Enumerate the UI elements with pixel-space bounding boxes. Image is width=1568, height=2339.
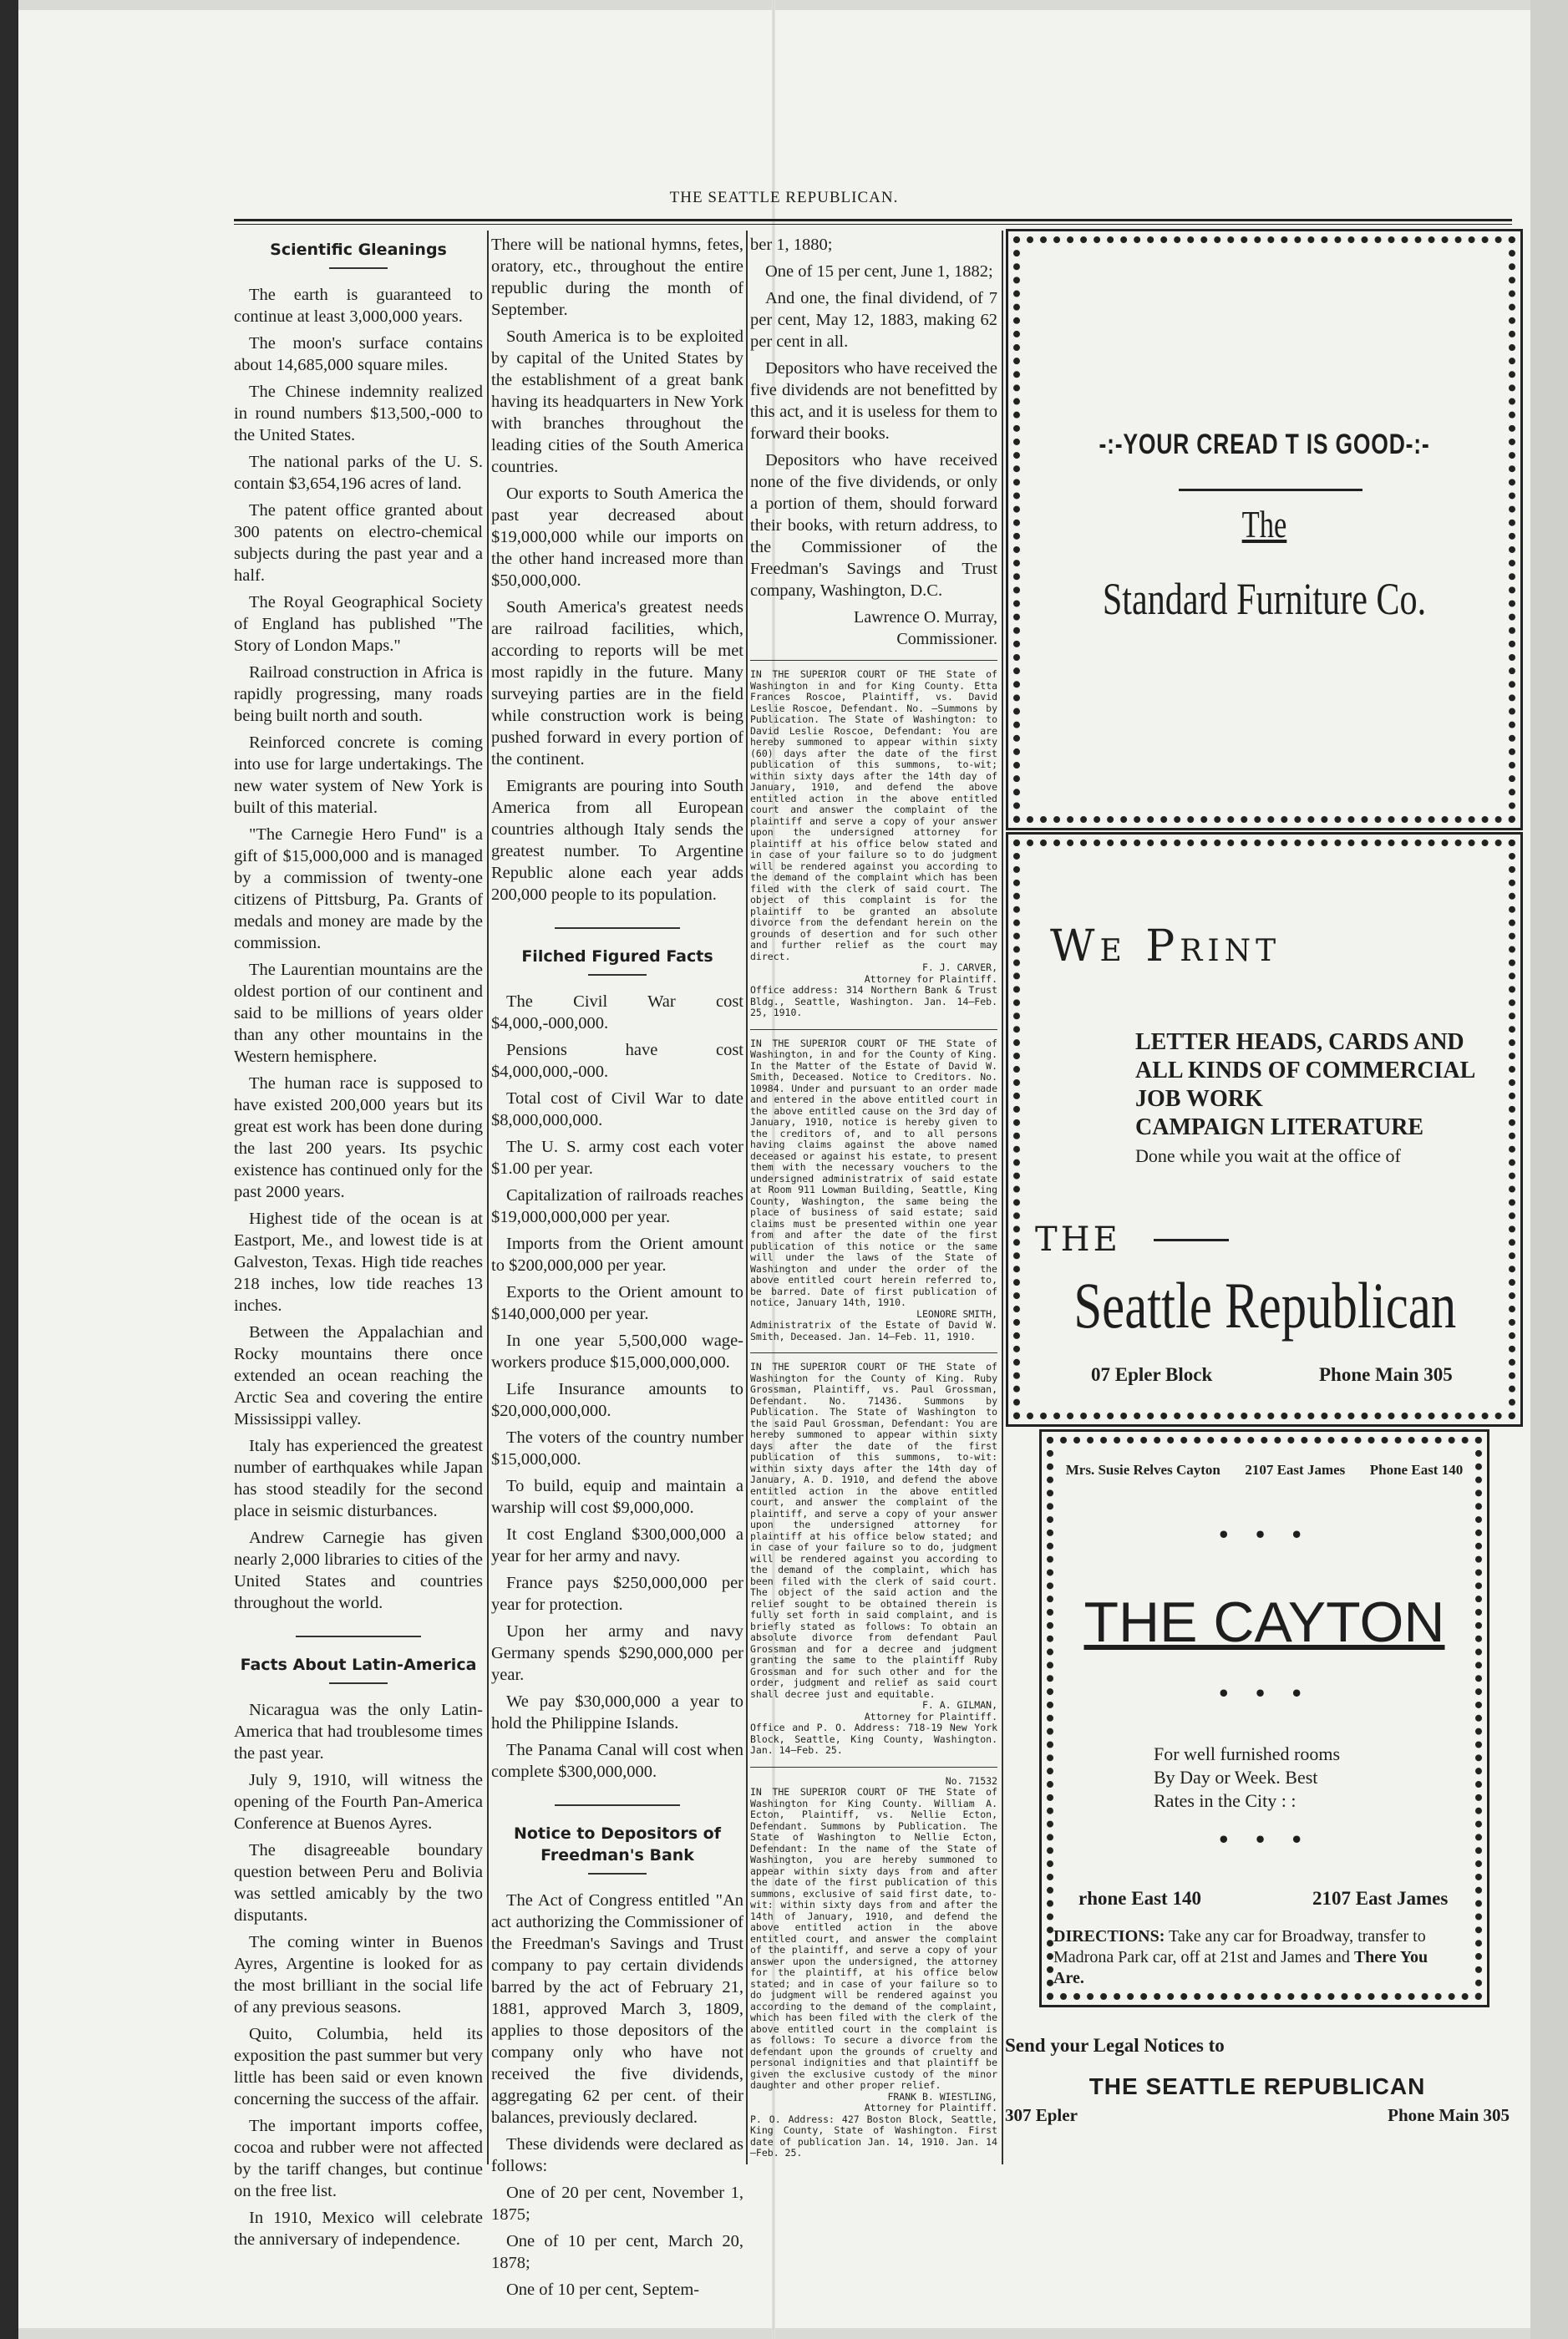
dot-ornament: • • • — [1217, 1523, 1312, 1547]
ad-phone: rhone East 140 — [1078, 1888, 1201, 1909]
paragraph: The voters of the country number $15,000,000. — [491, 1428, 743, 1469]
legal-signature: LEONORE SMITH, — [916, 1307, 997, 1320]
ad-the: THE — [1035, 1220, 1121, 1259]
ad-address: 2107 East James — [1312, 1888, 1449, 1909]
legal-signature-role: Attorney for Plaintiff. — [864, 1710, 997, 1723]
ad-newspaper-name: Seattle Republican — [1073, 1269, 1457, 1342]
service-line: JOB WORK — [1135, 1086, 1263, 1112]
headline-rule — [329, 1682, 388, 1684]
section-rule — [555, 927, 680, 929]
paragraph: Upon her army and navy Germany spends $290,000,000 per year. — [491, 1622, 743, 1684]
paragraph: The Chinese indemnity realized in round numbers $13,500,-000 to the United States. — [234, 383, 483, 444]
legal-body: IN THE SUPERIOR COURT OF THE State of Washington in and for King County. Etta Frances Roscoe, Plaintiff, vs. David Leslie Roscoe, Defendant. No. —Summons by Publication. The State of Washington: to David Leslie Roscoe, Defendant: You are hereby summoned to appear within sixty (60) days after the date of the first publication of this summons, to-wit; within sixty days after the 14th day of January, 1910, and defend the above entitled action in the above entitled court and answer the complaint of the plaintiff and serve a copy of your answer upon the undersigned attorney for plaintiff at his office below stated and in case of your failure so to do judgment will be rendered against you according to the demand of the complaint which has been filed with the clerk of said court. The object of this complaint is for the plaintiff to be granted an absolute divorce from the defendant herein on the grounds of desertion and for such other and further relief as the court may direct. — [750, 668, 997, 962]
paragraph: These dividends were declared as follows: — [491, 2135, 743, 2175]
paragraph: And one, the final dividend, of 7 per cent, May 12, 1883, making 62 per cent in all. — [750, 289, 997, 351]
service-line: CAMPAIGN LITERATURE — [1135, 1114, 1424, 1140]
ad-we-print — [1013, 840, 1515, 1419]
ad-company-name: Standard Furniture Co. — [1102, 574, 1427, 624]
paragraph: The Laurentian mountains are the oldest portion of our continent and said to be millions of years older than any other mountains in the Western hemisphere. — [234, 961, 483, 1066]
description-line: Rates in the City : : — [1154, 1790, 1297, 1811]
paragraph: One of 20 per cent, November 1, 1875; — [491, 2184, 743, 2224]
paragraph: Life Insurance amounts to $20,000,000,000. — [491, 1380, 743, 1420]
paragraph: Highest tide of the ocean is at Eastport, Me., and lowest tide is at Galveston, Texas. High tide reaches 218 inches, low tide reaches 13 inches. — [234, 1210, 483, 1315]
signature-title: Commissioner. — [896, 630, 997, 648]
paragraph: South America's greatest needs are railroad facilities, which, according to reports will be met most rapidly in the future. Many surveying parties are in the field while construction work is being pushed forward in every portion of the continent. — [491, 598, 743, 769]
ad-business-name: THE CAYTON — [1083, 1591, 1445, 1654]
headline-filched-figured-facts: Filched Figured Facts — [521, 947, 713, 966]
paragraph: We pay $30,000,000 a year to hold the Philippine Islands. — [491, 1692, 743, 1733]
paragraph: The coming winter in Buenos Ayres, Argentine is looked for as the most brilliant in the social life of any previous seasons. — [234, 1933, 483, 2017]
paragraph: One of 15 per cent, June 1, 1882; — [765, 262, 993, 281]
paragraph: There will be national hymns, fetes, oratory, etc., throughout the entire republic during the month of September. — [491, 236, 743, 319]
paragraph: The moon's surface contains about 14,685,000 square miles. — [234, 334, 483, 374]
paragraph: Capitalization of railroads reaches $19,000,000,000 per year. — [491, 1186, 743, 1226]
paragraph: The U. S. army cost each voter $1.00 per year. — [491, 1138, 743, 1178]
legal-notice-smith — [750, 1038, 997, 1343]
description-line: By Day or Week. Best — [1154, 1767, 1318, 1788]
legal-signature-role: Attorney for Plaintiff. — [864, 2102, 997, 2113]
ad-services — [1135, 1028, 1475, 1142]
legal-tail: P. O. Address: 427 Boston Block, Seattle, King County, State of Washington. First date of publication Jan. 14, 1910. Jan. 14—Feb. 25. — [750, 2113, 997, 2159]
paragraph: ber 1, 1880; — [750, 236, 833, 254]
section-rule — [296, 1636, 421, 1637]
page-edge-shadow — [0, 0, 18, 2339]
signature-name: Lawrence O. Murray, — [854, 608, 997, 627]
paragraph: France pays $250,000,000 per year for protection. — [491, 1574, 743, 1614]
legal-tail: Office address: 314 Northern Bank & Trust Bldg., Seattle, Washington. Jan. 14—Feb. 25, 1910. — [750, 984, 997, 1018]
paragraph: It cost England $300,000,000 a year for her army and navy. — [491, 1525, 743, 1565]
dot-ornament: • • • — [1217, 1828, 1312, 1852]
masthead: THE SEATTLE REPUBLICAN. — [669, 189, 899, 206]
ad-legal-notices — [1005, 2035, 1510, 2126]
paragraph: Italy has experienced the greatest number of earthquakes while Japan has stood steadily for the second place in seismic disturbances. — [234, 1437, 483, 1520]
paragraph: Total cost of Civil War to date $8,000,000,000. — [491, 1089, 743, 1129]
legal-notice-ecton — [750, 1776, 997, 2159]
headline-latin-america: Facts About Latin-America — [240, 1656, 477, 1674]
paragraph: Exports to the Orient amount to $140,000,000 per year. — [491, 1283, 743, 1323]
ad-phone: Phone East 140 — [1369, 1462, 1464, 1478]
directions-label: DIRECTIONS: — [1053, 1927, 1165, 1946]
column-divider — [746, 231, 748, 2164]
legal-body: IN THE SUPERIOR COURT OF THE State of Washington for the County of King. Ruby Grossman, Plaintiff, vs. Paul Grossman, Defendant. No. 71436. Summons by Publication. The State of Washington to the said Paul Grossman, Defendant: You are hereby summoned to appear within sixty days after the date of the first publication of this summons, to-wit: within sixty days after the 14th day of January, A. D. 1910, and defend the above entitled action in the above entitled court, and answer the complaint of the plaintiff, and serve a copy of your answer upon the undersigned attorney for plaintiff at his office below stated; and in case of your failure so to do, judgment will be rendered against you according to the demand of the complaint, which has been filed with the clerk of said court. The object of the said action and the relief sought to be obtained therein is fully set forth in said complaint, and is briefly stated as follows: To obtain an absolute divorce from defendant Paul Grossman and for a decree and judgment granting the same to the plaintiff Ruby Grossman and for such other and for the order, judgment and relief as said court shall decree just and equitable. — [750, 1361, 997, 1700]
ad-address: 307 Epler — [1005, 2105, 1078, 2125]
paragraph: Depositors who have received none of the five dividends, or only a portion of them, should forward their books, with return address, to the Commissioner of the Freedman's Savings and Trust company, Washington, D.C. — [750, 451, 997, 600]
legal-tail: Office and P. O. Address: 718-19 New York Block, Seattle, King County, Washington. Jan. 14—Feb. 25. — [750, 1722, 997, 1756]
column-2 — [491, 234, 743, 2306]
paragraph: The important imports coffee, cocoa and rubber were not affected by the tariff changes, but continue on the free list. — [234, 2117, 483, 2200]
paragraph: "The Carnegie Hero Fund" is a gift of $15,000,000 and is managed by a commission of twenty-one citizens of Pittsburg, Pa. Grants of medals and money are made by the commission. — [234, 825, 483, 952]
paragraph: July 9, 1910, will witness the opening of the Fourth Pan-America Conference at Buenos Ayres. — [234, 1771, 483, 1833]
page-edge-right — [1530, 0, 1568, 2339]
directions-text: Take any car for Broadway, transfer to Madrona Park car, off at 21st and James and — [1053, 1927, 1426, 1966]
section-rule — [555, 1804, 680, 1806]
service-line: LETTER HEADS, CARDS AND — [1135, 1029, 1464, 1055]
masthead-rule — [234, 219, 1512, 221]
paragraph: The earth is guaranteed to continue at least 3,000,000 years. — [234, 286, 483, 326]
ad-headline: We Print — [1050, 921, 1281, 972]
headline-rule — [329, 267, 388, 269]
ad-address: 2107 East James — [1245, 1462, 1346, 1478]
ad-description — [1154, 1743, 1340, 1813]
legal-signature: F. J. CARVER, — [921, 961, 997, 973]
paragraph: Emigrants are pouring into South America from all European countries although Italy sends the greatest number. To Argentine Republic alone each year adds 200,000 people to its population. — [491, 777, 743, 904]
notice-rule — [750, 1352, 997, 1353]
ad-the: The — [1241, 503, 1287, 545]
paragraph: To build, equip and maintain a warship will cost $9,000,000. — [491, 1477, 743, 1517]
legal-notice-grossman — [750, 1362, 997, 1757]
directions-end: There You Are. — [1053, 1948, 1428, 1987]
legal-signature: F. A. GILMAN, — [921, 1699, 997, 1711]
legal-body: IN THE SUPERIOR COURT OF THE State of Washington, in and for the County of King. In the Matter of the Estate of David W. Smith, Deceased. Notice to Creditors. No. 10984. Under and pursuant to an order made and entered in the above entitled court in the above entitled cause on the 3rd day of January, 1910, notice is hereby given to the creditors of, and to all persons having claims against the above named deceased or against his estate, to present them with the necessary vouchers to the undersigned administratrix of said estate at Room 911 Lowman Building, Seattle, King County, Washington, the same being the place of business of said estate; said claims must be presented within one year from and after the date of the first publication of this notice or the same will under the laws of the State of Washington and under the order of the above entitled court herein referred to, be barred. Date of first publication of notice, January 14th, 1910. — [750, 1037, 997, 1308]
paragraph: Our exports to South America the past year decreased about $19,000,000 while our imports on the other hand increased more than $50,000,000. — [491, 485, 743, 590]
headline-freedmans-bank: Notice to Depositors of Freedman's Bank — [514, 1824, 721, 1865]
column-divider — [487, 231, 489, 2164]
paragraph: Andrew Carnegie has given nearly 2,000 libraries to cities of the United States and countries throughout the world. — [234, 1529, 483, 1612]
dot-ornament: • • • — [1217, 1682, 1312, 1706]
paragraph: Pensions have cost $4,000,000,-000. — [491, 1041, 743, 1081]
paragraph: Imports from the Orient amount to $200,000,000 per year. — [491, 1235, 743, 1275]
ad-standard-furniture — [1013, 236, 1515, 823]
notice-rule — [750, 1029, 997, 1030]
paragraph: The human race is supposed to have existed 200,000 years but its great est work has been done during the last 200 years. Its psychic existence has continued only for the past 2000 years. — [234, 1074, 483, 1201]
case-number: No. 71532 — [945, 1774, 997, 1787]
ad-headline: -:-YOUR CREAD T IS GOOD-:- — [1099, 429, 1430, 460]
ad-rule — [1179, 489, 1362, 491]
legal-notice-roscoe — [750, 669, 997, 1019]
paragraph: The Civil War cost $4,000,-000,000. — [491, 992, 743, 1033]
description-line: For well furnished rooms — [1154, 1743, 1341, 1764]
paragraph: The Panama Canal will cost when complete $300,000,000. — [491, 1741, 743, 1781]
ad-subline: Done while you wait at the office of — [1135, 1145, 1401, 1166]
paragraph: Nicaragua was the only Latin-America that had troublesome times the past year. — [234, 1701, 483, 1763]
ad-the-cayton — [1047, 1437, 1482, 2000]
paragraph: Depositors who have received the five dividends are not benefitted by this act, and it is useless for them to forward their books. — [750, 359, 997, 443]
column-1 — [234, 234, 483, 2255]
legal-signature-role: Attorney for Plaintiff. — [864, 972, 997, 985]
paragraph: Reinforced concrete is coming into use for large undertakings. The new water system of New York is built of this material. — [234, 733, 483, 817]
ornament-rule — [1154, 1239, 1229, 1241]
ad-address: 07 Epler Block — [1091, 1364, 1213, 1385]
paragraph: One of 10 per cent, Septem- — [506, 2281, 700, 2299]
column-divider — [1002, 231, 1003, 2164]
legal-tail: Administratrix of the Estate of David W. Smith, Deceased. Jan. 14—Feb. 11, 1910. — [750, 1319, 997, 1342]
notice-rule — [750, 660, 997, 661]
ad-owner: Mrs. Susie Relves Cayton — [1065, 1462, 1220, 1478]
legal-body: IN THE SUPERIOR COURT OF THE State of Washington for King County. William A. Ecton, Plaintiff, vs. Nellie Ecton, Defendant. Summons by Publication. The State of Washington to Nellie Ecton, Defendant: In the name of the State of Washington, you are hereby summoned to appear within sixty days from and after the date of the first publication of this summons, exclusive of said first date, to-wit: within sixty days from and after the 14th of January, 1910, and defend the above entitled action in the above entitled court, and answer the complaint of the plaintiff, and serve a copy of your answer upon the undersigned, the attorney for the plaintiff, at his office below stated; and in case of your failure so to do judgment will be rendered against you according to the demand of the complaint, which has been filed with the clerk of the above entitled court in the complaint is as follows: To secure a divorce from the defendant upon the grounds of cruelty and personal indignities and that plaintiff be given the exclusive custody of the minor daughter and other proper relief. — [750, 1786, 997, 2091]
headline-rule — [588, 974, 647, 976]
paragraph: The patent office granted about 300 patents on electro-chemical subjects during the past year and a half. — [234, 501, 483, 585]
legal-signature: FRANK B. WIESTLING, — [887, 2090, 997, 2103]
ad-directions — [1053, 1926, 1446, 1989]
ad-phone: Phone Main 305 — [1388, 2105, 1510, 2125]
masthead-rule-thin — [234, 224, 1512, 225]
paragraph: One of 10 per cent, March 20, 1878; — [491, 2232, 743, 2272]
headline-scientific-gleanings: Scientific Gleanings — [270, 241, 447, 259]
headline-rule — [588, 1873, 647, 1875]
paragraph: The Royal Geographical Society of England has published "The Story of London Maps." — [234, 593, 483, 655]
notice-rule — [750, 1767, 997, 1768]
paragraph: In 1910, Mexico will celebrate the anniversary of independence. — [234, 2209, 483, 2249]
service-line: ALL KINDS OF COMMERCIAL — [1135, 1058, 1476, 1083]
paragraph: The national parks of the U. S. contain $3,654,196 acres of land. — [234, 453, 483, 493]
column-3 — [750, 234, 997, 2159]
ad-footer — [1005, 2105, 1510, 2126]
paragraph: Quito, Columbia, held its exposition the past summer but very little has been said or even known concerning the success of the affair. — [234, 2025, 483, 2108]
paragraph: Railroad construction in Africa is rapidly progressing, many roads being built north and south. — [234, 663, 483, 725]
paragraph: The Act of Congress entitled "An act authorizing the Commissioner of the Freedman's Savings and Trust company to pay certain dividends barred by the act of February 21, 1881, approved March 3, 1809, applies to those depositors of the company only who have not received the five dividends, aggregating 62 per cent. of their balances, previously declared. — [491, 1891, 743, 2127]
ad-phone: Phone Main 305 — [1319, 1364, 1453, 1385]
paragraph: Between the Appalachian and Rocky mountains there once extended an ocean reaching the Arctic Sea and covering the entire Mississippi valley. — [234, 1323, 483, 1428]
paragraph: South America is to be exploited by capital of the United States by the establishment of a great bank having its headquarters in New York with branches throughout the leading cities of the South America countries. — [491, 327, 743, 476]
ad-top-line — [1053, 1462, 1475, 1479]
paragraph: The disagreeable boundary question between Peru and Bolivia was settled amicably by the two disputants. — [234, 1841, 483, 1925]
paragraph: In one year 5,500,000 wage-workers produce $15,000,000,000. — [491, 1332, 743, 1372]
ad-newspaper-name: THE SEATTLE REPUBLICAN — [1088, 2073, 1426, 2099]
ad-intro: Send your Legal Notices to — [1005, 2035, 1225, 2056]
